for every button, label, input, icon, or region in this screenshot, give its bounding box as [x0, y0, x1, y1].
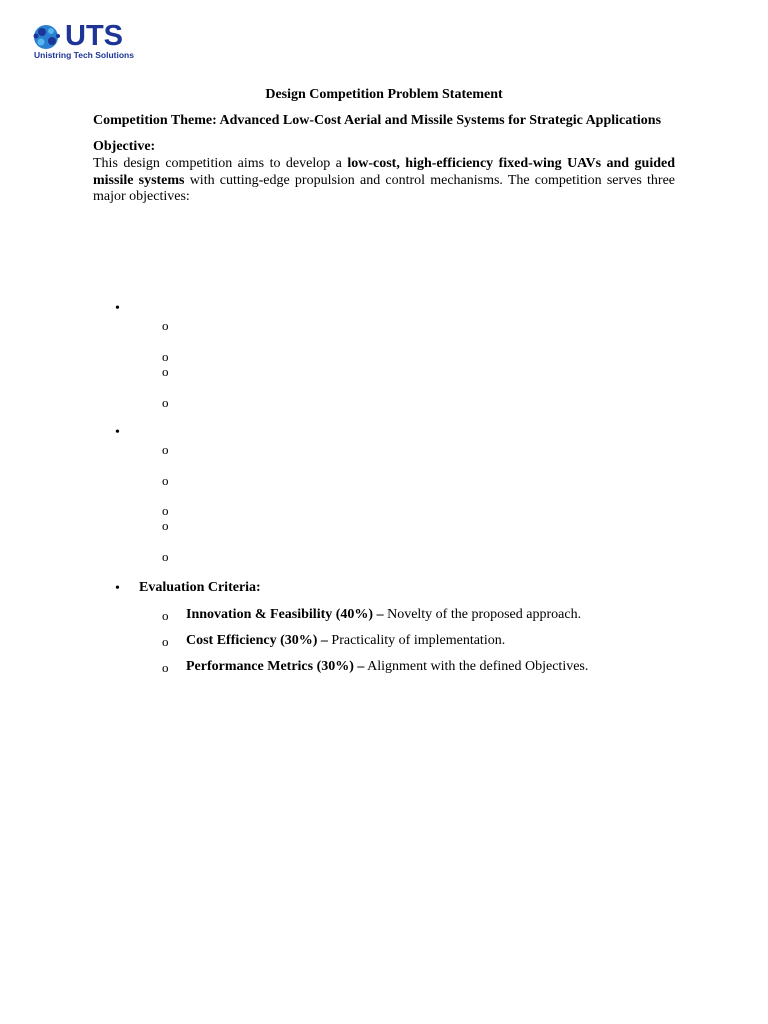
sub-bullet-marker: o — [162, 608, 169, 623]
criterion-name: Innovation & Feasibility (40%) – — [186, 607, 384, 622]
criterion-name: Cost Efficiency (30%) – — [186, 633, 328, 648]
competition-theme: Competition Theme: Advanced Low-Cost Aerial and Missile Systems for Strategic Applications — [93, 113, 662, 128]
sub-bullet-marker: o — [162, 364, 169, 379]
sub-bullet-marker: o — [162, 518, 169, 533]
objective-heading: Objective: — [93, 139, 156, 154]
bullet-marker: • — [115, 425, 120, 440]
criterion-description: Novelty of the proposed approach. — [383, 607, 582, 622]
criterion-description: Alignment with the defined Objectives. — [364, 659, 589, 674]
globe-logo-icon — [32, 22, 62, 52]
criterion-item — [186, 607, 581, 623]
criterion-item — [186, 633, 505, 649]
evaluation-criteria-heading: Evaluation Criteria: — [139, 580, 261, 595]
criterion-description: Practicality of implementation. — [327, 633, 506, 648]
sub-bullet-marker: o — [162, 549, 169, 564]
bullet-marker: • — [115, 581, 120, 596]
sub-bullet-marker: o — [162, 349, 169, 364]
sub-bullet-marker: o — [162, 503, 169, 518]
sub-bullet-marker: o — [162, 395, 169, 410]
intro-text-end: with cutting-edge propulsion and control mechanisms. The competition serves three major objectives: — [93, 172, 676, 204]
sub-bullet-marker: o — [162, 660, 169, 675]
sub-bullet-marker: o — [162, 318, 169, 333]
sub-bullet-marker: o — [162, 473, 169, 488]
criterion-name: Performance Metrics (30%) – — [186, 659, 365, 674]
logo-subtitle: Unistring Tech Solutions — [34, 50, 134, 60]
logo-text: UTS — [65, 20, 123, 52]
intro-text-start: This design competition aims to develop a — [93, 156, 348, 171]
bullet-marker: • — [115, 301, 120, 316]
sub-bullet-marker: o — [162, 442, 169, 457]
document-title: Design Competition Problem Statement — [265, 87, 503, 102]
intro-paragraph — [93, 156, 675, 206]
sub-bullet-marker: o — [162, 634, 169, 649]
intro-text-bold: low-cost, high-efficiency fixed-wing UAVs and guided missile systems — [93, 156, 675, 188]
criterion-item — [186, 659, 588, 675]
company-logo — [30, 22, 150, 62]
